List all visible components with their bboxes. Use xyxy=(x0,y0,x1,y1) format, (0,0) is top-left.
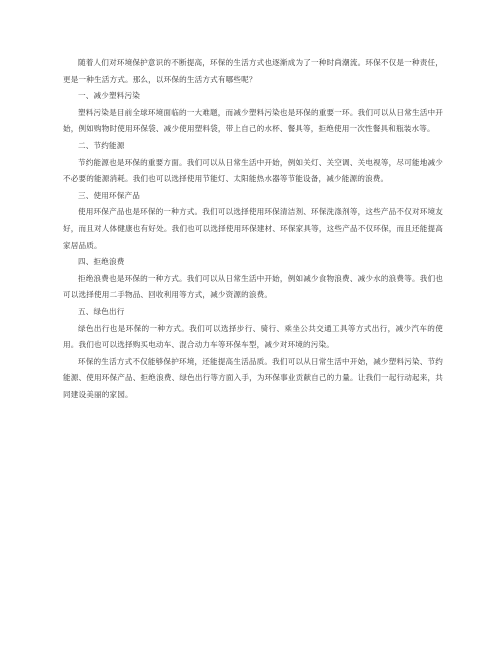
document-body xyxy=(63,55,443,403)
section-heading: 三、使用环保产品 xyxy=(78,190,140,200)
section-heading: 四、拒绝浪费 xyxy=(78,257,125,267)
section-paragraph: 塑料污染是目前全球环境面临的一大难题，而减少塑料污染也是环保的重要一环。我们可以从日常生活中开始，例如购物时使用环保袋、减少使用塑料袋，带上自己的水杯、餐具等，拒绝使用一次性餐具和瓶装水等。 xyxy=(63,107,443,134)
intro-paragraph: 随着人们对环境保护意识的不断提高，环保的生活方式也逐渐成为了一种时尚潮流。环保不仅是一种责任，更是一种生活方式。那么，以环保的生活方式有哪些呢？ xyxy=(63,58,443,84)
section-heading: 一、减少塑料污染 xyxy=(78,91,140,101)
section-paragraph: 拒绝浪费也是环保的一种方式。我们可以从日常生活中开始，例如减少食物浪费、减少水的浪费等。我们也可以选择使用二手物品、回收利用等方式，减少资源的浪费。 xyxy=(63,273,443,300)
section-heading: 二、节约能源 xyxy=(78,140,125,150)
section-paragraph: 使用环保产品也是环保的一种方式。我们可以选择使用环保清洁剂、环保洗涤剂等，这些产品不仅对环境友好，而且对人体健康也有好处。我们也可以选择使用环保建材、环保家具等，这些产品不仅环保，而且还能提高家居品质。 xyxy=(63,207,443,250)
section-heading: 五、绿色出行 xyxy=(78,306,125,316)
section-paragraph: 绿色出行也是环保的一种方式。我们可以选择步行、骑行、乘坐公共交通工具等方式出行，减少汽车的使用。我们也可以选择购买电动车、混合动力车等环保车型，减少对环境的污染。 xyxy=(63,323,443,350)
conclusion-paragraph: 环保的生活方式不仅能够保护环境，还能提高生活品质。我们可以从日常生活中开始，减少塑料污染、节约能源、使用环保产品、拒绝浪费、绿色出行等方面入手，为环保事业贡献自己的力量。让我们一起行动起来，共同建设美丽的家园。 xyxy=(63,356,443,399)
section-paragraph: 节约能源也是环保的重要方面。我们可以从日常生活中开始，例如关灯、关空调、关电视等，尽可能地减少不必要的能源消耗。我们也可以选择使用节能灯、太阳能热水器等节能设备，减少能源的浪费。 xyxy=(63,157,443,184)
